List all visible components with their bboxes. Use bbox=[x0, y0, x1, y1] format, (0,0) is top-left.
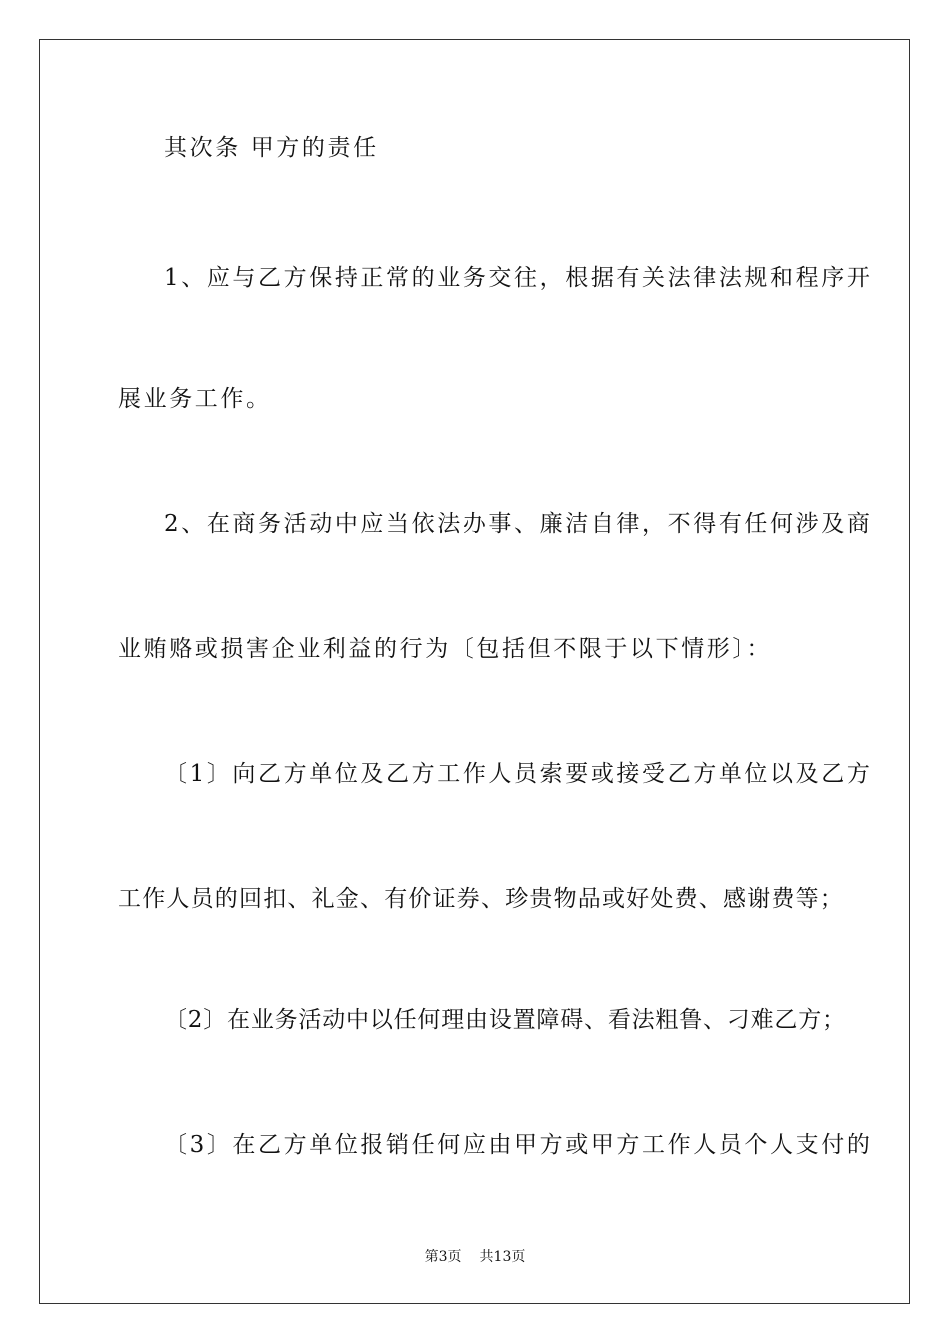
paragraph-line: 2、在商务活动中应当依法办事、廉洁自律，不得有任何涉及商 bbox=[164, 511, 873, 537]
page-number-total: 共13页 bbox=[479, 1249, 526, 1265]
section-heading: 其次条 甲方的责任 bbox=[164, 135, 379, 161]
paragraph-line: 〔3〕在乙方单位报销任何应由甲方或甲方工作人员个人支付的 bbox=[164, 1132, 873, 1158]
paragraph-line: 〔1〕向乙方单位及乙方工作人员索要或接受乙方单位以及乙方 bbox=[164, 761, 873, 787]
paragraph-line: 展业务工作。 bbox=[118, 386, 272, 412]
paragraph-line: 工作人员的回扣、礼金、有价证券、珍贵物品或好处费、感谢费等； bbox=[118, 886, 844, 912]
page-border bbox=[39, 39, 910, 1304]
page-footer bbox=[0, 1248, 950, 1266]
paragraph-line: 〔2〕在业务活动中以任何理由设置障碍、看法粗鲁、刁难乙方； bbox=[164, 1007, 846, 1033]
paragraph-line: 业贿赂或损害企业利益的行为〔包括但不限于以下情形〕： bbox=[118, 636, 773, 662]
page-number-current: 第3页 bbox=[424, 1249, 462, 1265]
paragraph-line: 1、应与乙方保持正常的业务交往，根据有关法律法规和程序开 bbox=[164, 265, 873, 291]
